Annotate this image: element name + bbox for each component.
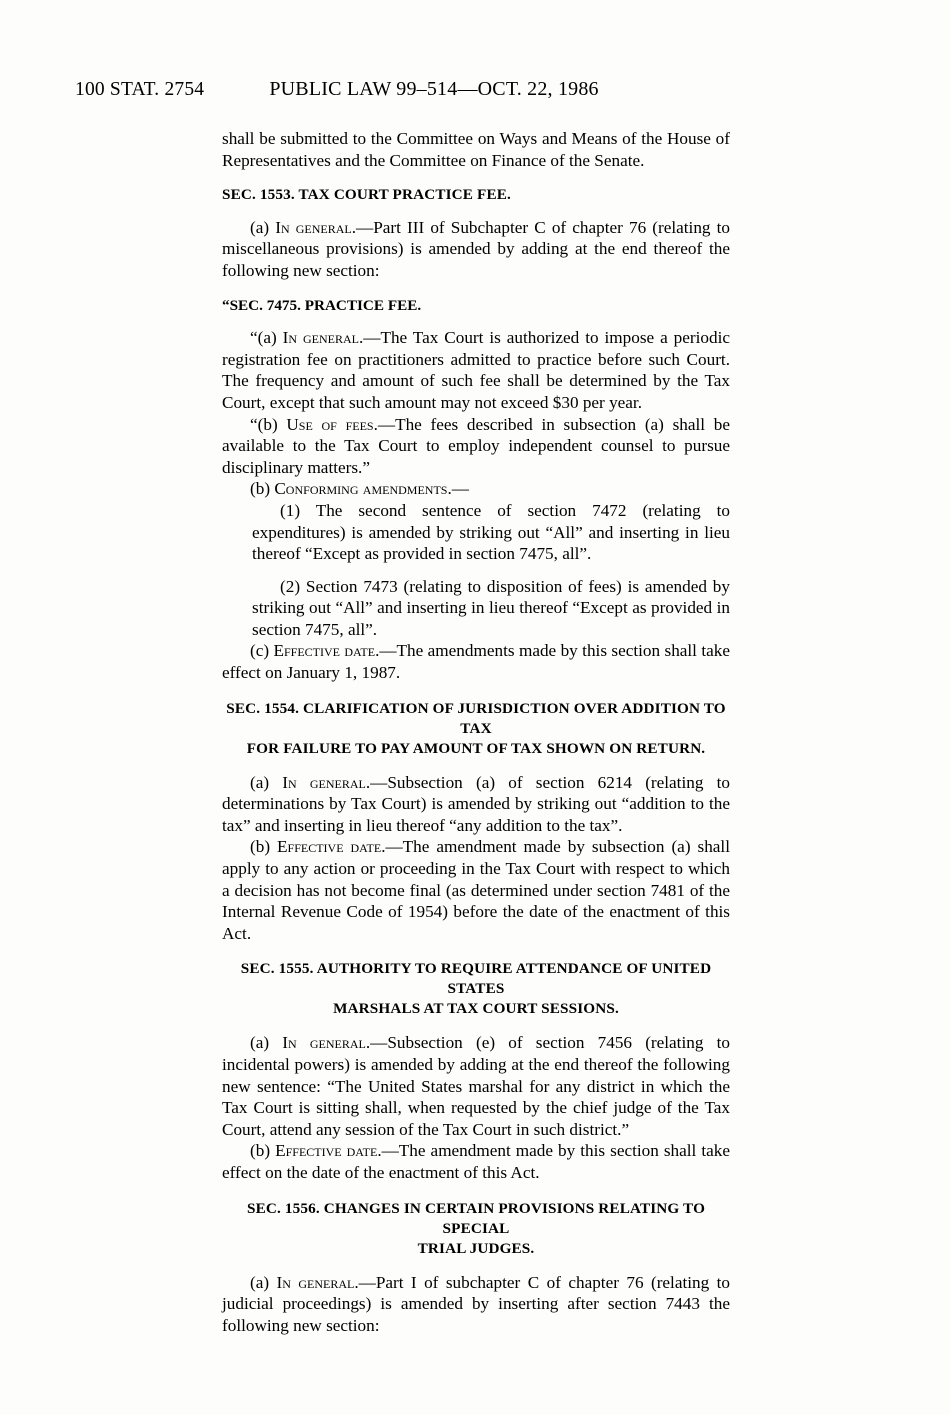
paragraph-1555-a: (a) In general.—Subsection (e) of section 7456 (relating to incidental powers) is amended by adding at the end thereof the following new sentence: “The United States marshal for any district in which the Tax Court is sitting shall, when requested by the chief judge of the Tax Court, attend any session of the Tax Court in such district.” <box>222 1033 730 1139</box>
paragraph-1554-a: (a) In general.—Subsection (a) of section 6214 (relating to determinations by Tax Court) is amended by striking out “addition to the tax” and inserting in lieu thereof “any addition to the tax”. <box>222 772 730 835</box>
public-law-citation: PUBLIC LAW 99–514—OCT. 22, 1986 <box>269 78 599 100</box>
section-heading-1554-line2: FOR FAILURE TO PAY AMOUNT OF TAX SHOWN ON RETURN. <box>246 739 706 757</box>
paragraph-1553-b: (b) Conforming amendments.— <box>250 479 469 499</box>
document-body <box>222 128 730 1336</box>
section-heading-7475: “SEC. 7475. PRACTICE FEE. <box>222 296 422 314</box>
paragraph-1554-b: (b) Effective date.—The amendment made by subsection (a) shall apply to any action or proceeding in the Tax Court with respect to which a decision has not become final (as determined under section 7481 of the Internal Revenue Code of 1954) before the date of the enactment of this Act. <box>222 837 730 943</box>
paragraph-1553-c: (c) Effective date.—The amendments made by this section shall take effect on January 1, 1987. <box>222 641 730 683</box>
paragraph-1553-a: (a) In general.—Part III of Subchapter C of chapter 76 (relating to miscellaneous provisions) is amended by adding at the end thereof the following new section: <box>222 217 731 280</box>
paragraph-7475-a: “(a) In general.—The Tax Court is authorized to impose a periodic registration fee on practitioners admitted to practice before such Court. The frequency and amount of such fee shall be determined by the Tax Court, except that such amount may not exceed $30 per year. <box>222 328 730 412</box>
section-heading-1556-line1: SEC. 1556. CHANGES IN CERTAIN PROVISIONS RELATING TO SPECIAL <box>246 1199 706 1237</box>
section-heading-1555-line2: MARSHALS AT TAX COURT SESSIONS. <box>333 1000 619 1018</box>
statute-citation: 100 STAT. 2754 <box>75 79 205 100</box>
section-heading-1555 <box>222 959 730 1019</box>
list-item-1553-b2: (2) Section 7473 (relating to disposition of fees) is amended by striking out “All” and inserting in lieu thereof “Except as provided in section 7475, all”. <box>252 576 730 639</box>
section-heading-1554 <box>222 699 730 759</box>
section-heading-1553: SEC. 1553. TAX COURT PRACTICE FEE. <box>222 186 511 204</box>
paragraph-1555-b: (b) Effective date.—The amendment made by this section shall take effect on the date of the enactment of this Act. <box>222 1141 731 1182</box>
section-heading-1556-line2: TRIAL JUDGES. <box>417 1239 535 1257</box>
paragraph-intro: shall be submitted to the Committee on Ways and Means of the House of Representatives and the Committee on Finance of the Senate. <box>222 129 730 170</box>
section-heading-1555-line1: SEC. 1555. AUTHORITY TO REQUIRE ATTENDANCE OF UNITED STATES <box>240 960 712 998</box>
section-heading-1556 <box>222 1199 730 1259</box>
conforming-amendments-list <box>252 500 730 641</box>
section-heading-1554-line1: SEC. 1554. CLARIFICATION OF JURISDICTION OVER ADDITION TO TAX <box>226 699 726 737</box>
list-item-1553-b1: (1) The second sentence of section 7472 (relating to expenditures) is amended by striking out “All” and inserting in lieu thereof “Except as provided in section 7475, all”. <box>252 500 730 564</box>
paragraph-7475-b: “(b) Use of fees.—The fees described in subsection (a) shall be available to the Tax Court to employ independent counsel to pursue disciplinary matters.” <box>222 414 731 477</box>
paragraph-1556-a: (a) In general.—Part I of subchapter C of chapter 76 (relating to judicial proceedings) is amended by inserting after section 7443 the following new section: <box>222 1272 730 1335</box>
page-header <box>75 78 875 101</box>
